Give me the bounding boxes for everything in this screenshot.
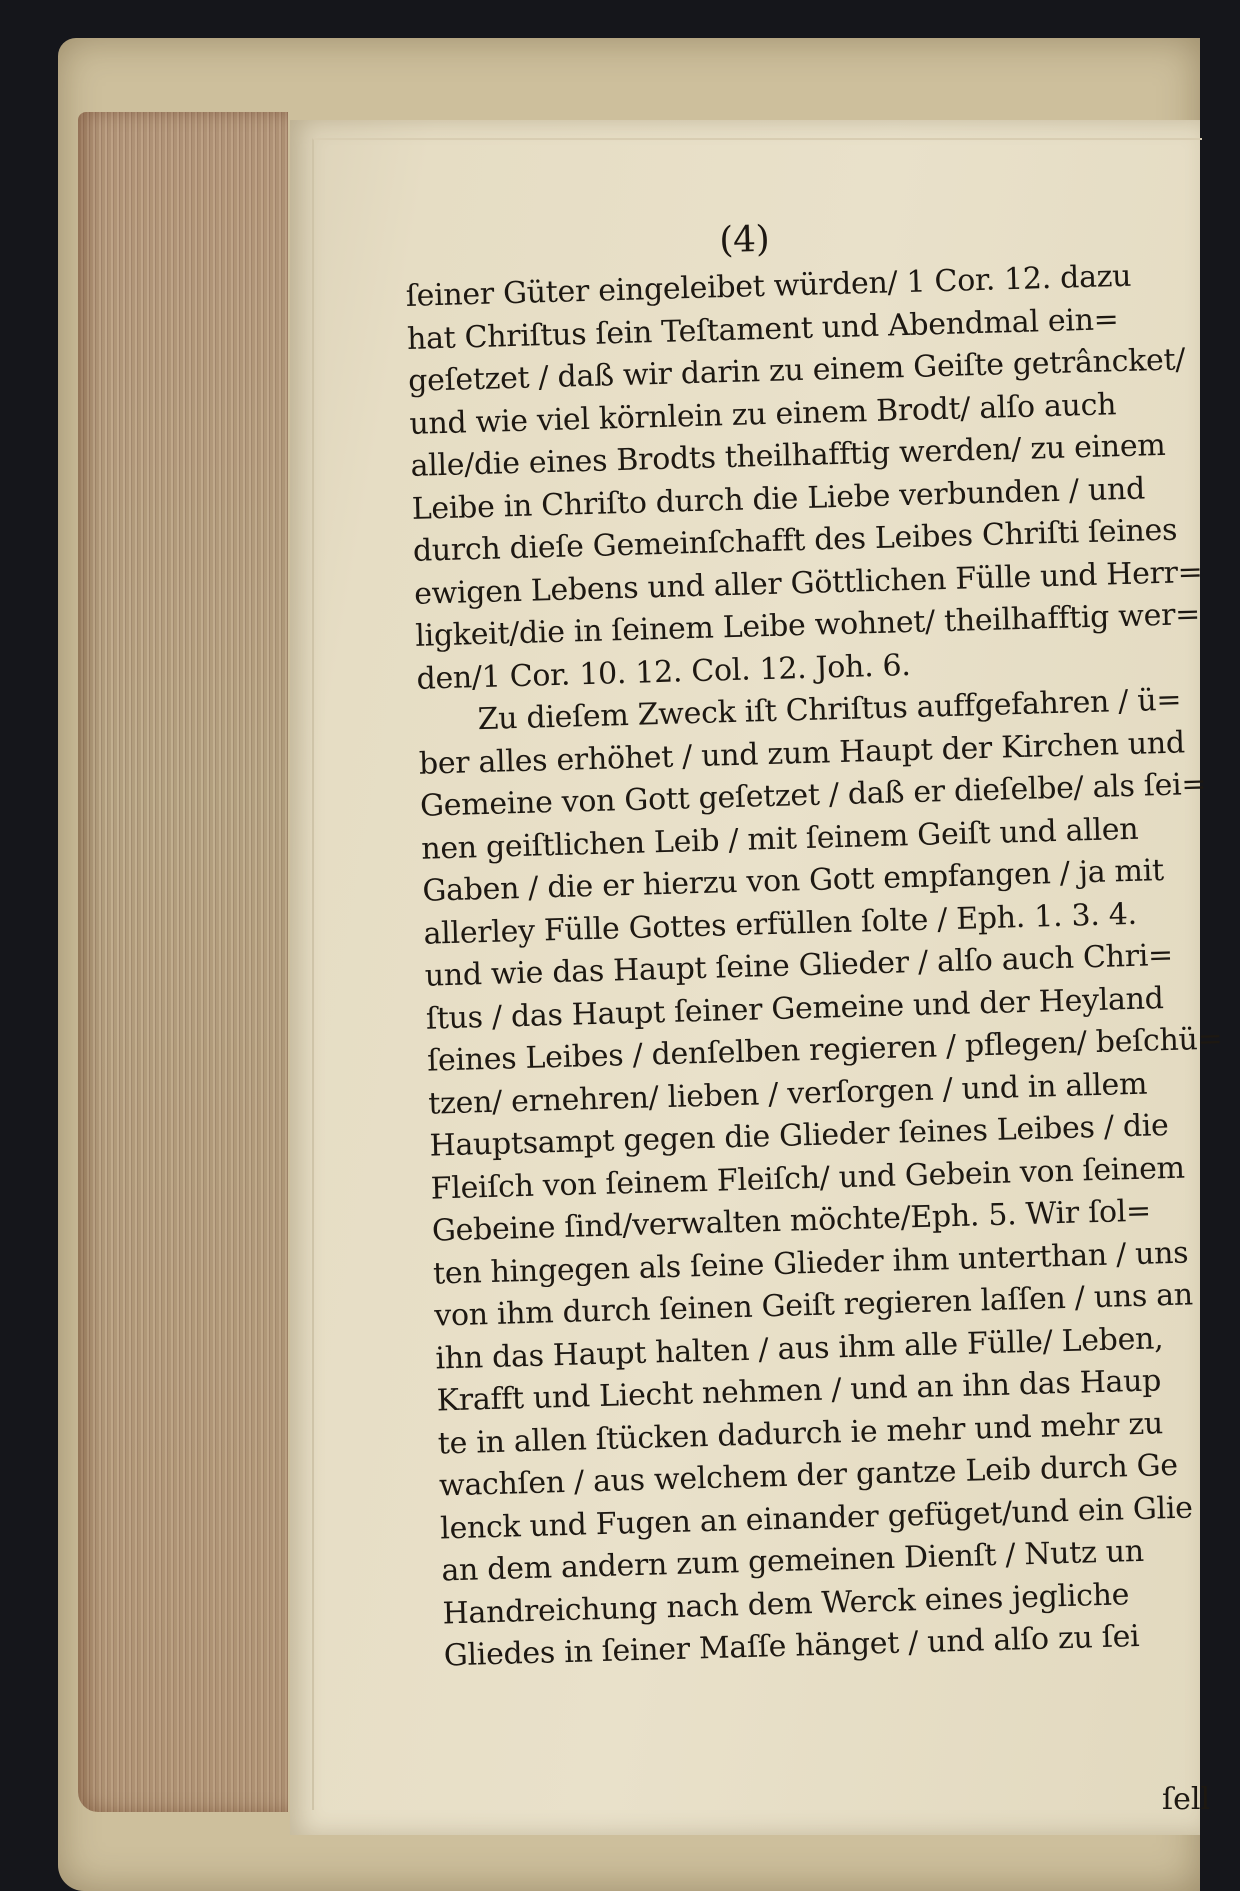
text-line: nen geiſtlichen Leib / mit ſeinem Geiſt und allen [420,811,1139,867]
text-line: geſetzet / daß wir darin zu einem Geiſte getrâncket/ [407,342,1186,399]
text-line: allerley Fülle Gottes erfüllen ſolte / Eph. 1. 3. 4. [423,896,1138,952]
page-edges [78,112,288,1812]
text-line: ligkeit/die in ſeinem Leibe wohnet/ theilhafftig wer= [414,596,1201,654]
text-line: und wie viel körnlein zu einem Brodt/ alſo auch [408,386,1117,442]
text-line: an dem andern zum gemeinen Dienſt / Nutz un [440,1533,1145,1589]
text-line: te in allen ſtücken dadurch ie mehr und mehr zu [437,1405,1164,1462]
text-line: von ihm durch ſeinen Geiſt regieren laſſen / uns an [433,1277,1194,1334]
text-line: tzen/ ernehren/ lieben / verſorgen / und in allem [427,1066,1148,1122]
text-line: wachſen / aus welchem der gantze Leib durch Ge [438,1447,1179,1504]
text-line: ten hingegen als ſeine Glieder ihm unterthan / uns [432,1235,1189,1292]
page-number: (4) [718,218,771,262]
page-text [404,208,1240,1678]
text-line: ſeiner Güter eingeleibet würden/ 1 Cor. 12. dazu [405,258,1132,314]
text-line: Gliedes in ſeiner Maſſe hänget / und alſo zu ſei [443,1619,1140,1674]
text-line: ber alles erhöhet / und zum Haupt der Kirchen und [418,724,1186,782]
text-line: Gemeine von Gott geſetzet / daß er dieſelbe/ als ſei= [419,766,1207,824]
text-line: Zu dieſem Zweck iſt Chriſtus auffgefahren / ü= [477,682,1182,738]
text-line: Leibe in Chriſto durch die Liebe verbunden / und [411,470,1146,527]
text-line: durch dieſe Gemeinſchafft des Leibes Chriſti ſeines [412,512,1178,569]
text-line: Fleiſch von ſeinem Fleiſch/ und Gebein von ſeinem [430,1150,1186,1207]
text-line: alle/die eines Brodts theilhafftig werden/ zu einem [410,427,1166,484]
text-line: Gebeine ſind/verwalten möchte/Eph. 5. Wir ſol= [431,1193,1152,1249]
text-line: Handreichung nach dem Werck eines jegliche [442,1576,1130,1631]
text-line: lenck und Fugen an einander gefüget/und ein Glie [439,1489,1194,1546]
text-line: hat Chriſtus ſein Teſtament und Abendmal ein= [406,301,1119,357]
text-line: Hauptsampt gegen die Glieder ſeines Leibes / die [429,1108,1169,1164]
text-line: den/1 Cor. 10. 12. Col. 12. Joh. 6. [416,647,912,697]
text-line: Gaben / die er hierzu von Gott empfangen / ja mit [421,853,1165,909]
text-line: ſtus / das Haupt ſeiner Gemeine und der Heyland [425,980,1164,1037]
text-line: ihn das Haupt halten / aus ihm alle Fülle/ Leben, [435,1320,1164,1377]
text-line: ewigen Lebens und aller Göttlichen Fülle und Herr= [413,554,1203,612]
text-line: und wie das Haupt ſeine Glieder / alſo auch Chri= [424,937,1174,994]
text-line: ſeines Leibes / denſelben regieren / pflegen/ beſchü= [426,1021,1223,1079]
text-line: Krafft und Liecht nehmen / und an ihn das Haup [436,1363,1162,1419]
catchword: ſell [1162,1782,1211,1817]
